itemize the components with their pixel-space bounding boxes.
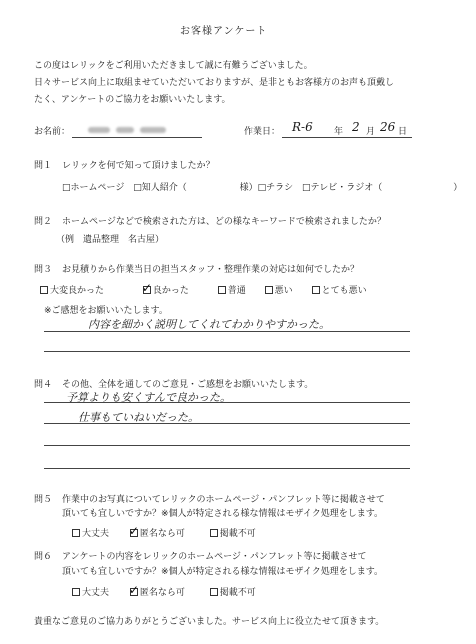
q3-option-good[interactable] xyxy=(143,283,189,296)
date-month[interactable]: 2 xyxy=(352,120,360,134)
q3-option-bad[interactable] xyxy=(265,283,293,296)
q1-option-close: ） xyxy=(453,183,463,193)
q2-number: 問２ xyxy=(34,217,53,227)
form-title: お客様アンケート xyxy=(180,26,268,37)
q4-text: その他、全体を通してのご意見・ご感想をお願いいたします。 xyxy=(62,380,314,390)
footer-note: 貴重なご意見のご協力ありがとうございました。サービス向上に役立たせて頂きます。 xyxy=(34,617,385,627)
option-label: 掲載不可 xyxy=(219,529,256,539)
q1-number: 問１ xyxy=(34,161,53,171)
checkbox[interactable] xyxy=(210,588,218,596)
checkbox[interactable] xyxy=(265,286,273,294)
name-underline xyxy=(72,137,202,138)
date-era[interactable]: R-6 xyxy=(292,120,313,134)
q6-text-1: アンケートの内容をレリックのホームページ・パンフレット等に掲載させて xyxy=(62,552,367,562)
q2-example: （例 遺品整理 名古屋） xyxy=(56,235,165,245)
option-label: 匿名なら可 xyxy=(139,588,185,598)
intro-line-1: この度はレリックをご利用いただきまして誠に有難うございました。 xyxy=(34,61,313,71)
date-label: 作業日： xyxy=(244,127,281,137)
checkbox[interactable] xyxy=(312,286,320,294)
q3-option-very-bad[interactable] xyxy=(312,283,367,296)
q4-comment-2[interactable]: 仕事もていねいだった。 xyxy=(78,411,199,424)
option-label: とても悪い xyxy=(321,286,367,296)
q1-option-tv-radio[interactable]: □テレビ・ラジオ（ xyxy=(301,183,383,193)
checkbox-checked[interactable] xyxy=(130,588,138,596)
option-label: 大丈夫 xyxy=(82,588,110,598)
q5-text-1: 作業中のお写真についてレリックのホームページ・パンフレット等に掲載させて xyxy=(62,495,385,505)
q5-option-ok[interactable] xyxy=(72,526,109,539)
q5-option-anonymous[interactable] xyxy=(130,526,185,539)
option-label: 大丈夫 xyxy=(82,529,110,539)
option-label: 悪い xyxy=(274,286,293,296)
q5-options[interactable] xyxy=(72,526,270,539)
q6-option-no[interactable] xyxy=(210,585,256,598)
q4-line-4 xyxy=(44,468,410,469)
q5-option-no[interactable] xyxy=(210,526,256,539)
name-label: お名前： xyxy=(34,127,71,137)
option-label: 良かった xyxy=(152,286,189,296)
date-underline xyxy=(282,137,412,138)
q1-option-homepage[interactable]: □ホームページ xyxy=(62,183,125,193)
intro-line-2: 日々サービス向上に取組ませていただいておりますが、是非ともお客様方のお声も頂戴し xyxy=(34,78,395,88)
checkbox[interactable] xyxy=(40,286,48,294)
checkbox[interactable] xyxy=(218,286,226,294)
q1-option-referral[interactable]: □知人紹介（ xyxy=(133,183,187,193)
month-unit: 月 xyxy=(366,127,376,137)
intro-line-3: たく、アンケートのご協力をお願いいたします。 xyxy=(34,95,231,105)
checkbox[interactable] xyxy=(72,588,80,596)
q4-line-2 xyxy=(44,423,410,424)
q3-comment[interactable]: 内容を細かく説明してくれてわかりやすかった。 xyxy=(88,318,330,331)
year-unit: 年 xyxy=(334,127,344,137)
q3-comment-prompt: ※ご感想をお願いいたします。 xyxy=(44,306,168,316)
q3-option-very-good[interactable] xyxy=(40,283,104,296)
q3-option-normal[interactable] xyxy=(218,283,246,296)
q1-options[interactable] xyxy=(62,180,476,193)
option-label: 大変良かった xyxy=(50,286,105,296)
q6-options[interactable] xyxy=(72,585,270,598)
q2-text: ホームページなどで検索された方は、どの様なキーワードで検索されましたか？ xyxy=(62,217,386,227)
q5-text-2: 頂いても宜しいですか？※個人が特定される様な情報はモザイク処理をします。 xyxy=(62,509,384,519)
date-day[interactable]: 26 xyxy=(380,120,396,134)
q6-option-ok[interactable] xyxy=(72,585,109,598)
q6-option-anonymous[interactable] xyxy=(130,585,185,598)
day-unit: 日 xyxy=(398,127,408,137)
q4-line-3 xyxy=(44,445,410,446)
checkbox-checked[interactable] xyxy=(130,529,138,537)
q4-number: 問４ xyxy=(34,380,53,390)
q3-line-2 xyxy=(44,351,410,352)
q3-options[interactable] xyxy=(40,283,381,296)
option-label: 掲載不可 xyxy=(219,588,256,598)
q3-line-1 xyxy=(44,331,410,332)
q1-text: レリックを何で知って頂けましたか？ xyxy=(62,161,215,171)
q5-number: 問５ xyxy=(34,495,53,505)
q4-comment-1[interactable]: 予算よりも安くすんで良かった。 xyxy=(66,391,231,404)
q3-text: お見積りから作業当日の担当スタッフ・整理作業の対応は如何でしたか？ xyxy=(62,265,360,275)
checkbox[interactable] xyxy=(210,529,218,537)
checkbox-checked[interactable] xyxy=(143,286,151,294)
option-label: 普通 xyxy=(227,286,246,296)
option-label: 匿名なら可 xyxy=(139,529,185,539)
q3-number: 問３ xyxy=(34,265,53,275)
q1-option-flyer[interactable]: 様）□チラシ xyxy=(239,183,294,193)
checkbox[interactable] xyxy=(72,529,80,537)
name-redacted xyxy=(88,126,172,136)
q6-text-2: 頂いても宜しいですか？※個人が特定される様な情報はモザイク処理をします。 xyxy=(62,567,384,577)
q6-number: 問６ xyxy=(34,552,53,562)
q4-line-1 xyxy=(44,402,410,403)
